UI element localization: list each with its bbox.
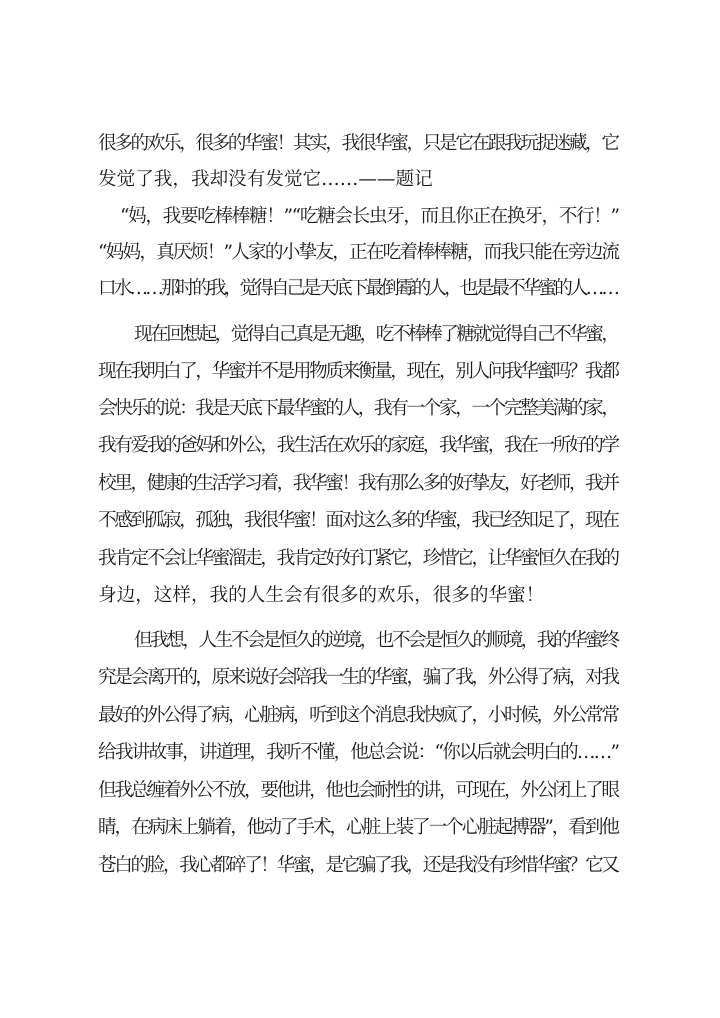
text-line [0,315,720,355]
line-text: 现在回想起，觉得自己真是无趣，吃不棒棒了糖就觉得自己不华蜜， [134,324,618,345]
line-text: 身边，这样，我的人生会有很多的欢乐，很多的华蜜！ [98,585,545,606]
line-text: 究是会离开的，原来说好会陪我一生的华蜜，骗了我，外公得了病，对我 [98,667,618,688]
text-line [0,269,720,309]
line-text: 口水……那时的我，觉得自己是天底下最倒霉的人，也是最不华蜜的人…… [98,278,618,299]
text-line [0,352,720,392]
text-line [0,197,720,237]
line-text: 但我总缠着外公不放，要他讲，他也会耐性的讲，可现在，外公闭上了眼 [98,780,618,801]
line-text: “妈，我要吃棒棒糖！”“吃糖会长虫牙，而且你正在换牙，不行！” [120,206,619,227]
line-text: 不感到孤寂，孤独，我很华蜜！面对这么多的华蜜，我已经知足了，现在 [98,510,618,531]
text-line [0,124,720,164]
line-text: 最好的外公得了病，心脏病，听到这个消息我快疯了，小时候，外公常常 [98,705,618,726]
line-text: 发觉了我，我却没有发觉它……——题记 [98,169,433,190]
text-line [0,658,720,698]
text-line [0,426,720,466]
text-line [0,733,720,773]
line-text: “妈妈，真厌烦！”人家的小挚友，正在吃着棒棒糖，而我只能在旁边流 [98,242,619,263]
line-text: 很多的欢乐，很多的华蜜！其实，我很华蜜，只是它在跟我玩捉迷藏，它 [98,133,618,154]
text-line [0,808,720,848]
line-text: 我肯定不会让华蜜溜走，我肯定好好订紧它，珍惜它，让华蜜恒久在我的 [98,548,618,569]
text-line [0,771,720,811]
text-line [0,464,720,504]
text-line [0,696,720,736]
text-line [0,539,720,579]
line-text: 会快乐的说：我是天底下最华蜜的人，我有一个家，一个完整美满的家， [98,398,618,419]
line-text: 我有爱我的爸妈和外公，我生活在欢乐的家庭，我华蜜，我在一所好的学 [98,435,618,456]
text-line [0,233,720,273]
text-line [0,846,720,886]
text-line [0,621,720,661]
text-line [0,389,720,429]
line-text: 苍白的脸，我心都碎了！华蜜，是它骗了我，还是我没有珍惜华蜜？它又 [98,855,618,876]
text-line [0,576,720,616]
line-text: 给我讲故事，讲道理，我听不懂，他总会说：“你以后就会明白的……” [98,742,619,763]
text-line [0,160,720,200]
line-text: 现在我明白了，华蜜并不是用物质来衡量，现在，别人问我华蜜吗？我都 [98,361,618,382]
line-text: 但我想，人生不会是恒久的逆境，也不会是恒久的顺境，我的华蜜终 [134,630,618,651]
text-line [0,501,720,541]
line-text: 睛，在病床上躺着，他动了手术，心脏上装了一个心脏起搏器”，看到他 [98,817,618,838]
line-text: 校里，健康的生活学习着，我华蜜！我有那么多的好挚友，好老师，我并 [98,473,618,494]
